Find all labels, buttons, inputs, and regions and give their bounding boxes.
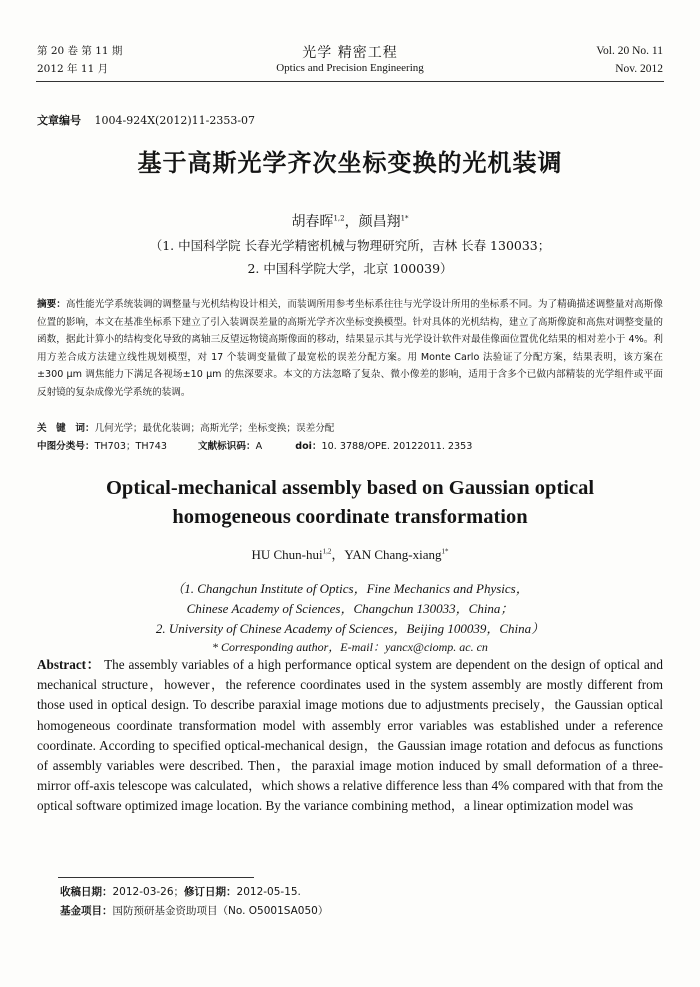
title-en-line2: homogeneous coordinate transformation (172, 506, 528, 528)
author-cn-2-affil: 1* (400, 214, 409, 223)
corresponding-author: * Corresponding author，E-mail：yancx@ciomp. ac. cn (212, 640, 488, 654)
journal-volume-en: Vol. 20 No. 11 (596, 45, 663, 57)
journal-date-en: Nov. 2012 (615, 63, 663, 75)
revised-label: 修订日期： (184, 886, 237, 898)
article-id-value: 1004-924X(2012)11-2353-07 (94, 114, 256, 127)
doc-code-value: A (255, 441, 263, 452)
title-en-line1: Optical-mechanical assembly based on Gaussian optical (105, 477, 595, 499)
journal-title-en: Optics and Precision Engineering (276, 62, 424, 74)
author-cn-1: 胡春晖 (291, 214, 334, 230)
doi-label: doi： (295, 441, 322, 452)
affiliation-cn-2: 2. 中国科学院大学，北京 100039） (247, 261, 453, 276)
abstract-en-text: The assembly variables of a high performance optical system are dependent on the design of optical and mechanical structure，however，the reference coordinates used in the system assembly are mostly different from those used in optical design. To describe paraxial image motions due to adjustments precisely，the Gaussian optical homogeneous coordinate transformation model with assembly error variables was established under a reference coordinate. According to specified optical-mechanical design，the Gaussian image rotation and defocus as functions of assembly variables were described. Then，the paraxial image motion induced by small deformation of a three-mirror off-axis telescope was calculated，which shows a relative difference less than 4% compared with that from the optical software optimized image location. By the variance combining method，a linear optimization model was (37, 657, 663, 814)
author-cn-sep: ， (344, 214, 359, 230)
doc-code-label: 文献标识码： (198, 441, 256, 452)
funding (60, 903, 328, 918)
keywords-cn (37, 420, 334, 434)
abstract-cn-label: 摘要： (37, 299, 66, 310)
article-id (37, 112, 255, 128)
doi-value: 10. 3788/OPE. 20122011. 2353 (321, 441, 473, 452)
affiliation-en-3: 2. University of Chinese Academy of Sciences，Beijing 100039，China） (155, 621, 545, 636)
affiliation-cn-1: （1. 中国科学院 长春光学精密机械与物理研究所，吉林 长春 130033； (149, 238, 551, 253)
received-dates (60, 884, 301, 899)
received-label: 收稿日期： (60, 886, 113, 898)
abstract-cn-text: 高性能光学系统装调的调整量与光机结构设计相关，而装调所用参考坐标系往往与光学设计所用的坐标系不同。为了精确描述调整量对高斯像位置的影响，本文在基准坐标系下建立了引入装调误差量的高斯光学齐次坐标变换模型。针对具体的光机结构，建立了高斯像旋和高焦对调整变量的函数，据此计算小的结构变化导致的离轴三反望远物镜高斯像面的移动，结果显示其与光学设计软件对最佳像面位置优化结果的相对差小于 4%。利用方差合成方法建立线性规划模型，对 17 个装调变量做了最宽松的误差分配方案。用 Monte Carlo 法验证了分配方案，结果表明，该方案在±300 μm 调焦能力下满足各视场±10 μm 的焦深要求。本文的方法忽略了复杂、微小像差的影响，适用于含多个已做内部精装的光学组件或平面反射镜的复杂成像光学系统的装调。 (37, 299, 664, 398)
title-en (0, 477, 700, 529)
journal-title-cn: 光学 精密工程 (302, 45, 398, 61)
abstract-en-label: Abstract： (37, 657, 101, 672)
received-value: 2012-03-26； (112, 886, 185, 898)
clc-label: 中图分类号： (37, 441, 95, 452)
funding-label: 基金项目： (60, 905, 113, 917)
affiliation-en-1: （1. Changchun Institute of Optics，Fine Mechanics and Physics， (171, 581, 529, 596)
authors-cn (0, 211, 700, 231)
authors-en (0, 544, 700, 563)
author-en-1-affil: 1,2 (322, 547, 332, 556)
journal-date-cn: 2012 年 11 月 (37, 63, 109, 75)
author-en-sep: ， (331, 547, 345, 562)
keywords-cn-text: 几何光学；最优化装调；高斯光学；坐标变换；误差分配 (94, 423, 335, 434)
clc-value: TH703；TH743 (94, 441, 167, 452)
revised-value: 2012-05-15. (236, 886, 301, 898)
affiliation-en-2: Chinese Academy of Sciences，Changchun 130033，China； (186, 601, 514, 616)
classification-line (37, 438, 472, 452)
author-en-2: YAN Chang-xiang (344, 547, 442, 562)
abstract-cn (37, 296, 663, 401)
abstract-en (37, 655, 663, 817)
footnote-rule (58, 877, 254, 878)
funding-value: 国防预研基金资助项目（No. O5001SA050） (112, 905, 329, 917)
author-cn-1-affil: 1,2 (333, 214, 345, 223)
header-rule (36, 81, 664, 82)
author-en-2-affil: 1* (441, 547, 449, 556)
author-cn-2: 颜昌翔 (358, 214, 401, 230)
article-id-label: 文章编号 (37, 114, 81, 127)
keywords-cn-label: 关 键 词： (37, 423, 95, 434)
author-en-1: HU Chun-hui (251, 547, 323, 562)
journal-volume-issue: 第 20 卷 第 11 期 (37, 45, 123, 57)
title-cn: 基于高斯光学齐次坐标变换的光机装调 (137, 149, 563, 177)
